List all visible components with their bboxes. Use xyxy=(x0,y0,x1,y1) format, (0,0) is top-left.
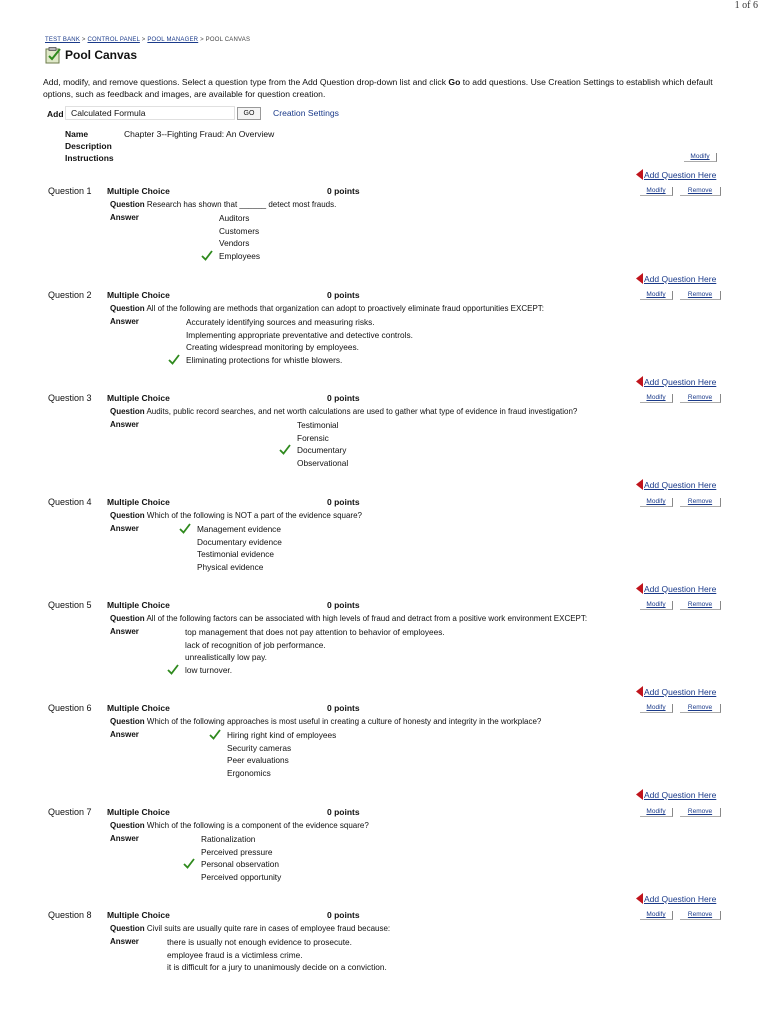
intro-text-part: Add, modify, and remove questions. Select a question type from the Add Question drop-down list and click xyxy=(43,77,449,87)
answer-text: Testimonial evidence xyxy=(197,549,275,560)
question-points: 0 points xyxy=(327,497,360,507)
answer-option xyxy=(167,961,387,974)
question-points: 0 points xyxy=(327,393,360,403)
question-type-select[interactable]: Calculated Formula xyxy=(65,106,235,120)
go-button[interactable]: GO xyxy=(237,107,261,120)
answer-option xyxy=(197,523,282,536)
correct-check-icon xyxy=(201,249,213,261)
title-row xyxy=(44,46,137,64)
answer-label: Answer xyxy=(110,420,139,429)
answer-option xyxy=(201,833,281,846)
answer-option xyxy=(186,316,413,329)
answer-option xyxy=(201,846,281,859)
question-text: Audits, public record searches, and net worth calculations are used to gather what type of evidence in fraud investigation? xyxy=(146,407,578,416)
answer-text: Ergonomics xyxy=(227,767,271,778)
creation-settings-link[interactable]: Creation Settings xyxy=(273,108,339,118)
add-question-here-link[interactable] xyxy=(636,479,716,490)
remove-question-button[interactable]: Remove xyxy=(680,704,721,713)
remove-question-button[interactable]: Remove xyxy=(680,808,721,817)
answer-list xyxy=(201,833,281,883)
answer-text: it is difficult for a jury to unanimously decide on a conviction. xyxy=(167,962,387,973)
modify-question-button[interactable]: Modify xyxy=(640,291,673,300)
question-text-row xyxy=(110,200,336,209)
remove-question-button[interactable]: Remove xyxy=(680,498,721,507)
correct-check-icon xyxy=(168,353,180,365)
answer-text: Documentary xyxy=(297,445,347,456)
add-question-here-label: Add Question Here xyxy=(644,789,717,800)
answer-option xyxy=(186,354,413,367)
add-question-here-link[interactable] xyxy=(636,169,716,180)
breadcrumb-separator: > xyxy=(198,37,206,43)
breadcrumb-separator: > xyxy=(139,37,148,43)
question-text-row xyxy=(110,614,587,623)
pool-instructions-label: Instructions xyxy=(65,153,114,163)
answer-label: Answer xyxy=(110,213,139,222)
answer-text: Personal observation xyxy=(201,859,279,870)
correct-check-icon xyxy=(179,522,191,534)
answer-text: Implementing appropriate preventative and detective controls. xyxy=(186,329,413,340)
answer-text: Creating widespread monitoring by employees. xyxy=(186,342,359,353)
page-title: Pool Canvas xyxy=(65,48,138,62)
breadcrumb-pool-canvas: POOL CANVAS xyxy=(205,37,251,43)
answer-label: Answer xyxy=(110,627,139,636)
answer-option xyxy=(201,871,281,884)
answer-text: Employees xyxy=(219,250,261,261)
add-question-here-link[interactable] xyxy=(636,686,716,697)
answer-option xyxy=(197,536,282,549)
answer-text: Documentary evidence xyxy=(197,536,282,547)
answer-option xyxy=(219,225,260,238)
question-text: All of the following are methods that organization can adopt to proactively eliminate fraud opportunities EXCEPT: xyxy=(146,304,545,313)
answer-list xyxy=(167,936,387,974)
answer-text: Eliminating protections for whistle blowers. xyxy=(186,354,343,365)
answer-text: Physical evidence xyxy=(197,561,264,572)
modify-question-button[interactable]: Modify xyxy=(640,911,673,920)
question-type: Multiple Choice xyxy=(107,703,170,713)
add-question-here-label: Add Question Here xyxy=(644,893,717,904)
question-points: 0 points xyxy=(327,290,360,300)
add-question-here-label: Add Question Here xyxy=(644,273,717,284)
question-number: Question 4 xyxy=(48,497,92,507)
answer-text: Rationalization xyxy=(201,834,256,844)
answer-option xyxy=(185,664,445,677)
question-type: Multiple Choice xyxy=(107,807,170,817)
remove-question-button[interactable]: Remove xyxy=(680,911,721,920)
correct-check-icon xyxy=(183,857,195,869)
answer-option xyxy=(201,858,281,871)
add-question-here-label: Add Question Here xyxy=(644,376,717,387)
answer-text: lack of recognition of job performance. xyxy=(185,639,326,650)
answer-list xyxy=(185,626,445,676)
intro-go-word: Go xyxy=(448,77,461,87)
question-text-row xyxy=(110,304,544,313)
remove-question-button[interactable]: Remove xyxy=(680,187,721,196)
modify-question-button[interactable]: Modify xyxy=(640,704,673,713)
question-text: Research has shown that ______ detect most frauds. xyxy=(146,200,337,209)
answer-option xyxy=(186,329,413,342)
answer-option xyxy=(219,237,260,250)
question-label: Question xyxy=(110,924,145,933)
question-text-row xyxy=(110,511,362,520)
answer-list xyxy=(219,212,260,262)
answer-text: Security cameras xyxy=(227,742,292,753)
modify-pool-button[interactable]: Modify xyxy=(684,153,717,162)
breadcrumb-test-bank[interactable]: TEST BANK xyxy=(45,37,81,43)
correct-check-icon xyxy=(209,728,221,740)
question-label: Question xyxy=(110,304,145,313)
question-label: Question xyxy=(110,407,145,416)
question-number: Question 8 xyxy=(48,910,92,920)
answer-text: Customers xyxy=(219,225,260,236)
answer-text: Observational xyxy=(297,457,349,468)
answer-text: top management that does not pay attention to behavior of employees. xyxy=(185,627,445,637)
answer-list xyxy=(197,523,282,573)
question-label: Question xyxy=(110,200,145,209)
question-points: 0 points xyxy=(327,807,360,817)
intro-text-part: to add questions. Use Creation Settings to establish which default options, such as feedback and images, are available for question creation. xyxy=(43,77,713,99)
answer-option xyxy=(219,250,260,263)
answer-option xyxy=(297,419,348,432)
answer-text: Peer evaluations xyxy=(227,755,289,766)
breadcrumb-control-panel[interactable]: CONTROL PANEL xyxy=(87,37,140,43)
answer-option xyxy=(185,626,445,639)
clipboard-check-icon xyxy=(44,46,62,64)
red-arrow-icon xyxy=(636,169,643,180)
question-type: Multiple Choice xyxy=(107,186,170,196)
answer-text: low turnover. xyxy=(185,664,233,675)
question-number: Question 2 xyxy=(48,290,92,300)
answer-option xyxy=(186,341,413,354)
answer-text: Testimonial xyxy=(297,420,339,430)
answer-label: Answer xyxy=(110,937,139,946)
answer-option xyxy=(185,651,445,664)
red-arrow-icon xyxy=(636,893,643,904)
answer-text: Perceived pressure xyxy=(201,846,273,857)
add-label: Add xyxy=(47,109,64,119)
answer-text: Forensic xyxy=(297,432,329,443)
question-label: Question xyxy=(110,511,145,520)
answer-option xyxy=(227,767,336,780)
add-question-here-link[interactable] xyxy=(636,583,716,594)
red-arrow-icon xyxy=(636,789,643,800)
question-number: Question 7 xyxy=(48,807,92,817)
breadcrumb-pool-manager[interactable]: POOL MANAGER xyxy=(147,37,199,43)
answer-option xyxy=(297,457,348,470)
question-points: 0 points xyxy=(327,910,360,920)
answer-text: Vendors xyxy=(219,238,250,249)
modify-question-button[interactable]: Modify xyxy=(640,394,673,403)
question-type: Multiple Choice xyxy=(107,600,170,610)
correct-check-icon xyxy=(167,663,179,675)
answer-option xyxy=(227,754,336,767)
question-label: Question xyxy=(110,717,145,726)
answer-text: there is usually not enough evidence to prosecute. xyxy=(167,937,352,947)
answer-label: Answer xyxy=(110,524,139,533)
modify-question-button[interactable]: Modify xyxy=(640,498,673,507)
pool-name-label: Name xyxy=(65,129,89,139)
intro-text xyxy=(43,77,743,100)
answer-text: Perceived opportunity xyxy=(201,871,282,882)
question-number: Question 3 xyxy=(48,393,92,403)
question-text-row xyxy=(110,407,577,416)
question-type: Multiple Choice xyxy=(107,910,170,920)
red-arrow-icon xyxy=(636,583,643,594)
answer-option xyxy=(167,936,387,949)
add-question-here-label: Add Question Here xyxy=(644,169,717,180)
answer-list xyxy=(186,316,413,366)
add-question-here-link[interactable] xyxy=(636,273,716,284)
answer-text: Accurately identifying sources and measuring risks. xyxy=(186,317,375,327)
question-text: Which of the following approaches is most useful in creating a culture of honesty and integrity in the workplace? xyxy=(146,717,542,726)
question-type: Multiple Choice xyxy=(107,393,170,403)
add-question-here-label: Add Question Here xyxy=(644,479,717,490)
pool-description-label: Description xyxy=(65,141,112,151)
modify-question-button[interactable]: Modify xyxy=(640,808,673,817)
question-text: Which of the following is a component of the evidence square? xyxy=(146,821,369,830)
answer-list xyxy=(227,729,336,779)
question-number: Question 6 xyxy=(48,703,92,713)
correct-check-icon xyxy=(279,443,291,455)
question-text-row xyxy=(110,717,541,726)
modify-question-button[interactable]: Modify xyxy=(640,601,673,610)
answer-option xyxy=(219,212,260,225)
question-text: Civil suits are usually quite rare in cases of employee fraud because: xyxy=(146,924,391,933)
question-label: Question xyxy=(110,614,145,623)
answer-option xyxy=(227,742,336,755)
add-question-here-link[interactable] xyxy=(636,893,716,904)
question-text: Which of the following is NOT a part of the evidence square? xyxy=(146,511,362,520)
pool-name-value: Chapter 3--Fighting Fraud: An Overview xyxy=(124,129,275,139)
answer-list xyxy=(297,419,348,469)
question-points: 0 points xyxy=(327,600,360,610)
modify-question-button[interactable]: Modify xyxy=(640,187,673,196)
answer-option xyxy=(297,444,348,457)
question-text-row xyxy=(110,924,390,933)
question-number: Question 5 xyxy=(48,600,92,610)
red-arrow-icon xyxy=(636,686,643,697)
question-label: Question xyxy=(110,821,145,830)
answer-option xyxy=(197,548,282,561)
answer-option xyxy=(197,561,282,574)
question-type: Multiple Choice xyxy=(107,497,170,507)
answer-text: employee fraud is a victimless crime. xyxy=(167,949,303,960)
question-points: 0 points xyxy=(327,703,360,713)
page-number: 1 of 6 xyxy=(734,0,758,11)
remove-question-button[interactable]: Remove xyxy=(680,601,721,610)
add-question-here-link[interactable] xyxy=(636,376,716,387)
answer-text: Auditors xyxy=(219,213,250,223)
question-number: Question 1 xyxy=(48,186,92,196)
red-arrow-icon xyxy=(636,273,643,284)
answer-label: Answer xyxy=(110,317,139,326)
breadcrumb xyxy=(45,37,250,43)
answer-option xyxy=(185,639,445,652)
question-type: Multiple Choice xyxy=(107,290,170,300)
answer-text: unrealistically low pay. xyxy=(185,652,267,663)
answer-option xyxy=(167,949,387,962)
answer-text: Management evidence xyxy=(197,524,281,534)
add-question-here-label: Add Question Here xyxy=(644,583,717,594)
question-text: All of the following factors can be associated with high levels of fraud and detract from a positive work environment EXCEPT: xyxy=(146,614,588,623)
question-text-row xyxy=(110,821,369,830)
answer-option xyxy=(297,432,348,445)
breadcrumb-separator: > xyxy=(80,37,88,43)
remove-question-button[interactable]: Remove xyxy=(680,394,721,403)
answer-label: Answer xyxy=(110,834,139,843)
remove-question-button[interactable]: Remove xyxy=(680,291,721,300)
red-arrow-icon xyxy=(636,376,643,387)
answer-option xyxy=(227,729,336,742)
add-question-here-link[interactable] xyxy=(636,789,716,800)
answer-label: Answer xyxy=(110,730,139,739)
answer-text: Hiring right kind of employees xyxy=(227,730,337,740)
add-question-here-label: Add Question Here xyxy=(644,686,717,697)
question-points: 0 points xyxy=(327,186,360,196)
red-arrow-icon xyxy=(636,479,643,490)
